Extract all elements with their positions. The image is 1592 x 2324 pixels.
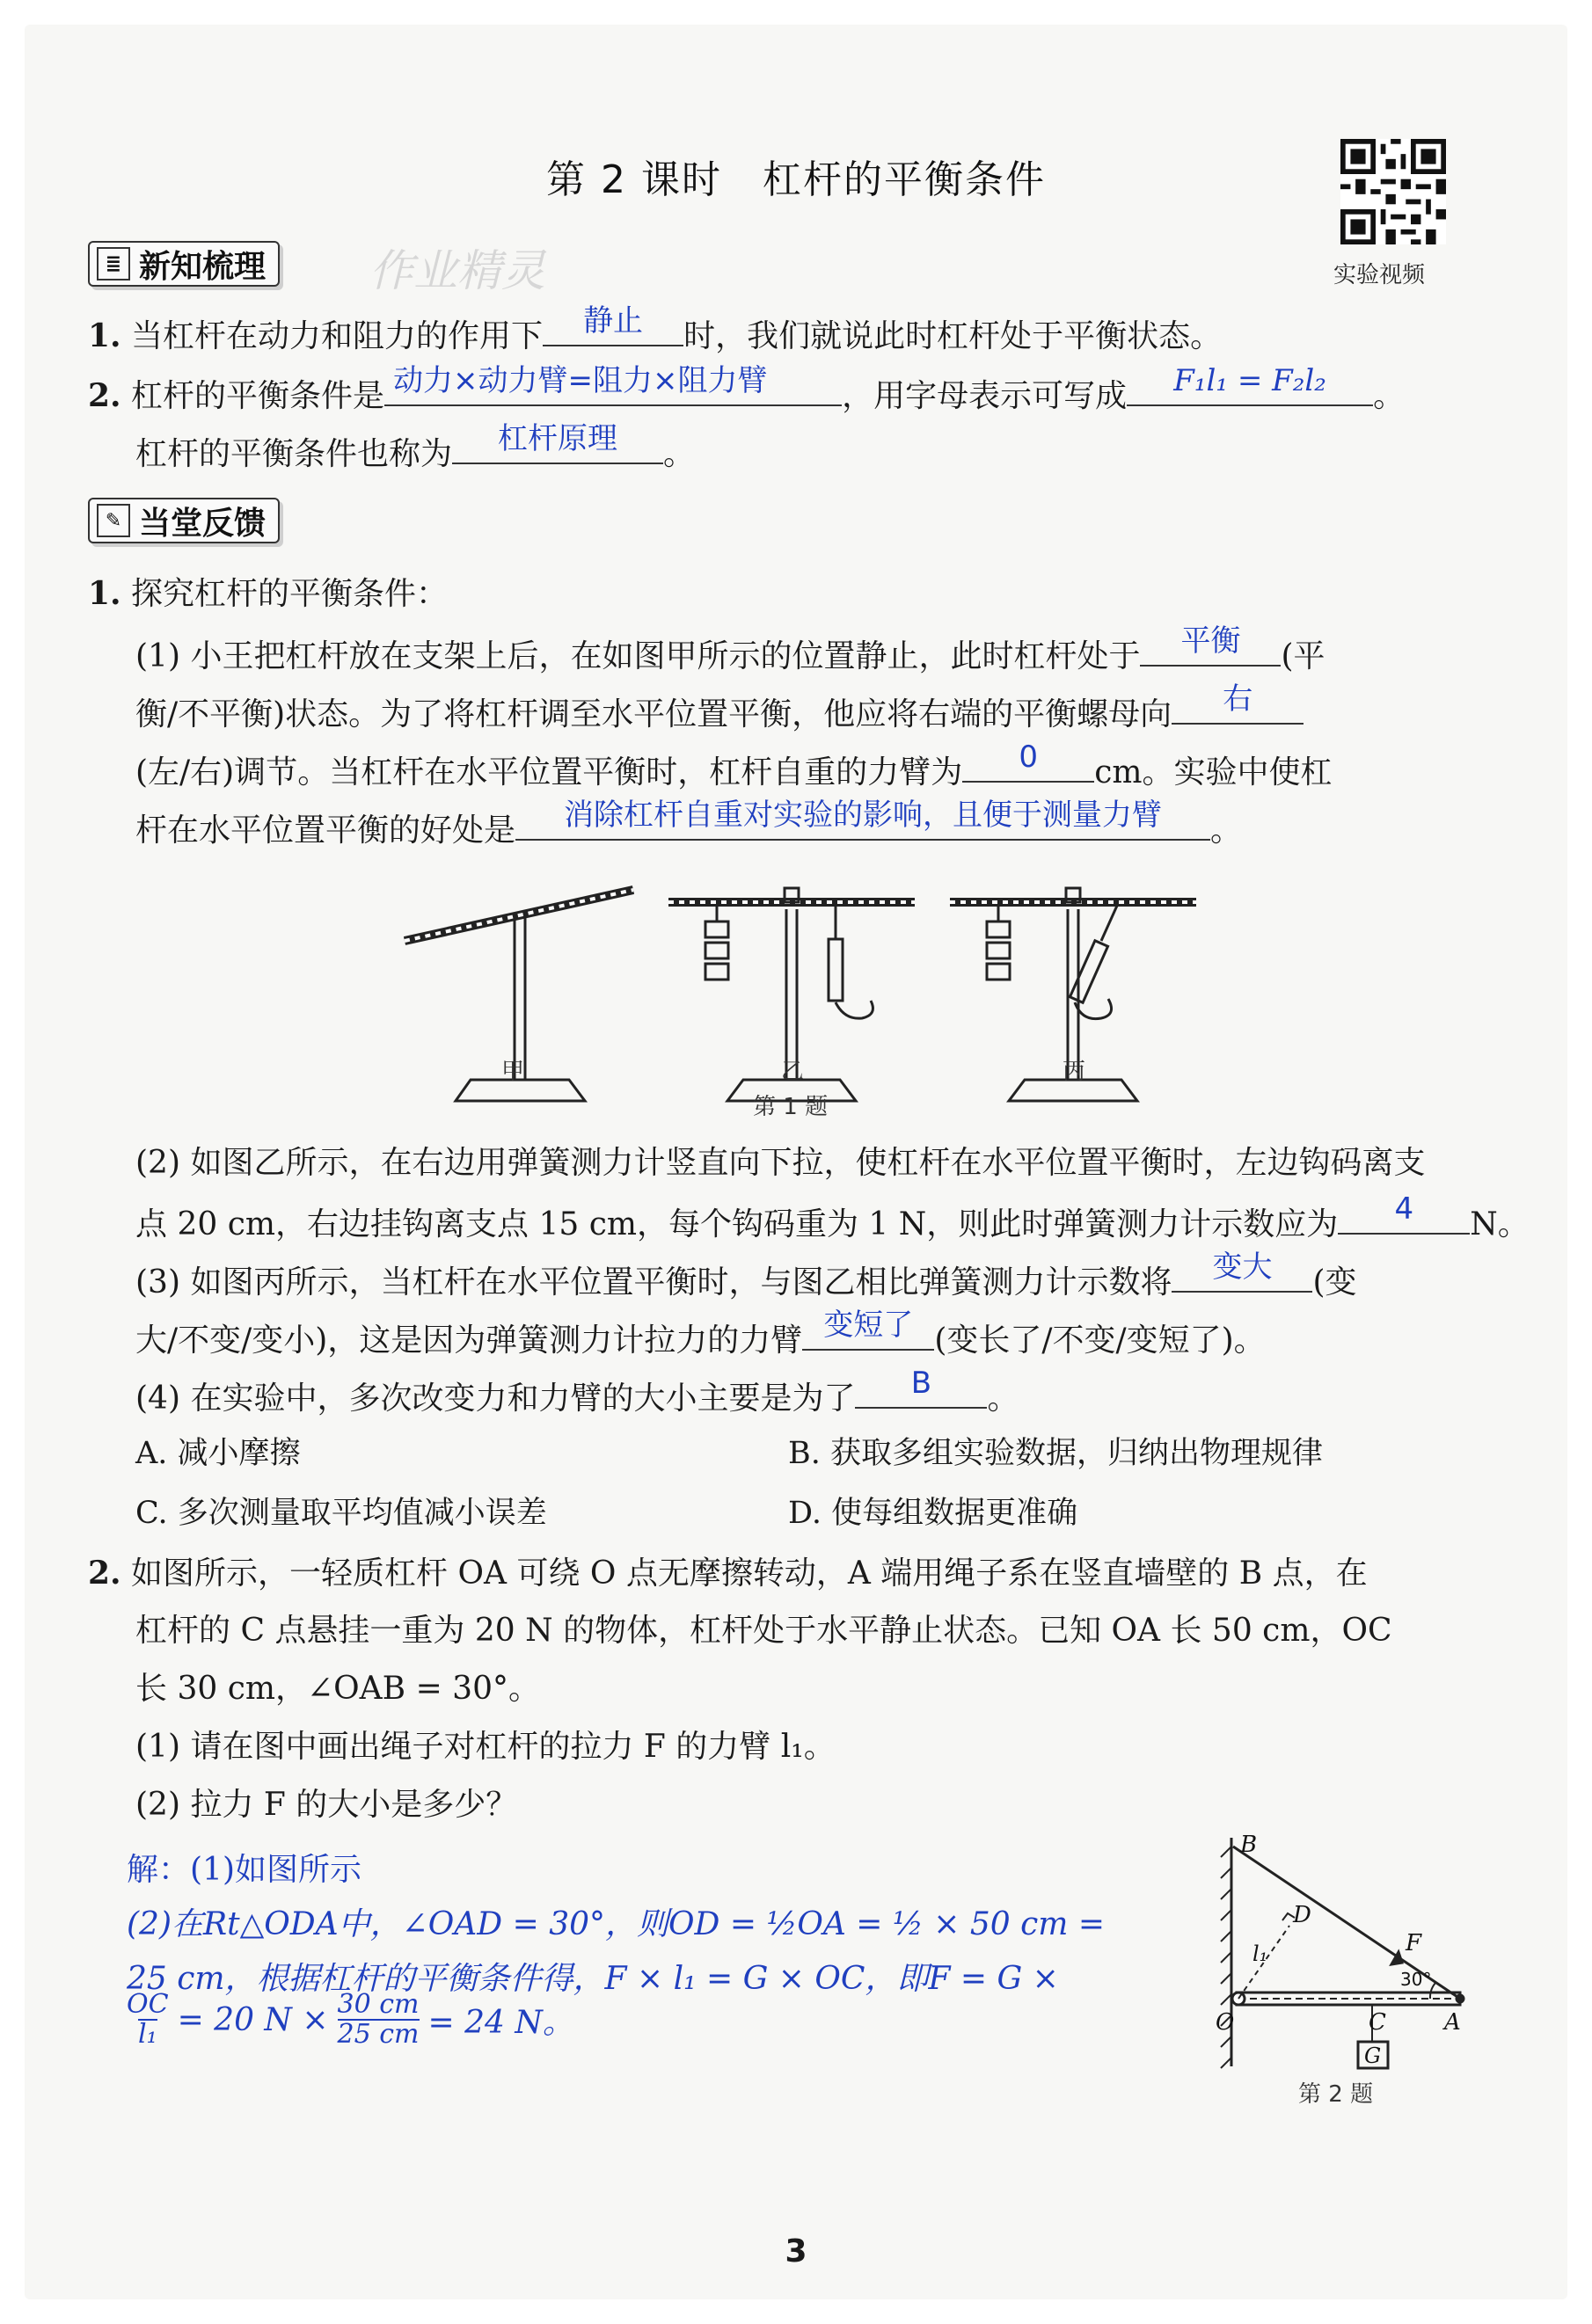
q1-part4: (4) 在实验中，多次改变力和力臂的大小主要是为了 B 。 — [135, 1366, 1019, 1417]
pencil-icon: ✎ — [97, 504, 130, 537]
answer-blank[interactable]: 4 — [1338, 1201, 1470, 1235]
answer-blank[interactable]: 动力×动力臂=阻力×阻力臂 — [384, 373, 842, 406]
q1-part3-line2: 大/不变/变小)，这是因为弹簧测力计拉力的力臂 变短了 (变长了/不变/变短了)。 — [135, 1308, 1266, 1359]
figure-label-jia: 甲 — [501, 1059, 525, 1085]
q1-part1-line1: (1) 小王把杠杆放在支架上后，在如图甲所示的位置静止，此时杠杆处于 平衡 (平 — [135, 623, 1325, 674]
answer-blank[interactable]: 消除杠杆自重对实验的影响，且便于测量力臂 — [515, 807, 1210, 841]
qr-code-icon[interactable] — [1340, 139, 1446, 244]
answer-blank[interactable]: 变大 — [1172, 1259, 1312, 1293]
answer-blank[interactable]: 变短了 — [802, 1317, 934, 1351]
fraction-numerator: 30 cm — [337, 1989, 420, 2020]
q2-line2: 杠杆的 C 点悬挂一重为 20 N 的物体，杠杆处于水平静止状态。已知 OA 长 50 cm，OC — [135, 1613, 1392, 1649]
q2-part2: (2) 拉力 F 的大小是多少？ — [135, 1787, 518, 1823]
solution-line1: 解：(1)如图所示 — [127, 1852, 361, 1888]
figure-2-lever-wall — [1205, 1829, 1486, 2110]
weight-label-g: G — [1364, 2044, 1382, 2068]
figure-label-yi: 乙 — [781, 1059, 805, 1085]
q1-part1-line2: 衡/不平衡)状态。为了将杠杆调至水平位置平衡，他应将右端的平衡螺母向 右 — [135, 691, 1304, 733]
answer-blank[interactable]: 静止 — [543, 313, 683, 346]
q1-part1-line3: (左/右)调节。当杠杆在水平位置平衡时，杠杆自重的力臂为 0 cm。实验中使杠 — [135, 739, 1333, 790]
solution-line2: (2)在Rt△ODA中，∠OAD = 30°，则OD = ½OA = ½ × 50 cm = — [127, 1906, 1106, 1942]
book-icon: ≣ — [97, 247, 130, 280]
page-title: 第 2 课时 杠杆的平衡条件 — [546, 157, 1046, 202]
option-d[interactable]: D. 使每组数据更准确 — [788, 1496, 1078, 1531]
knowledge-item-2-line2: 杠杆的平衡条件也称为 杠杆原理 。 — [135, 421, 696, 472]
q1-part3-line1: (3) 如图丙所示，当杠杆在水平位置平衡时，与图乙相比弹簧测力计示数将 变大 (变 — [135, 1249, 1357, 1300]
point-label-a: A — [1444, 2009, 1461, 2036]
option-c[interactable]: C. 多次测量取平均值减小误差 — [135, 1496, 547, 1531]
angle-label: 30° — [1400, 1969, 1432, 1990]
q1-part2-line1: (2) 如图乙所示，在右边用弹簧测力计竖直向下拉，使杠杆在水平位置平衡时，左边钩码离支 — [135, 1145, 1426, 1181]
section-header-new-knowledge: ≣ 新知梳理 — [88, 241, 280, 287]
answer-blank[interactable]: B — [855, 1375, 987, 1409]
question-1-stem: 1. 探究杠杆的平衡条件： — [88, 575, 449, 612]
answer-blank[interactable]: 杠杆原理 — [452, 431, 663, 464]
watermark: 作业精灵 — [369, 245, 545, 296]
point-label-c: C — [1369, 2009, 1386, 2036]
knowledge-item-1: 1. 当杠杆在动力和阻力的作用下 静止 时，我们就说此时杠杆处于平衡状态。 — [88, 303, 1223, 354]
solution-end: = 24 N。 — [427, 2004, 574, 2041]
figure-label-bing: 丙 — [1063, 1059, 1086, 1085]
solution-mid: = 20 N × — [177, 2001, 329, 2038]
answer-blank[interactable]: 0 — [962, 749, 1094, 783]
fraction-denominator: l₁ — [137, 2019, 157, 2050]
arm-label-l1: l₁ — [1252, 1942, 1268, 1966]
solution-line4 — [127, 1991, 574, 2049]
knowledge-item-2: 2. 杠杆的平衡条件是 动力×动力臂=阻力×阻力臂 ，用字母表示可写成 F₁l₁ = F₂l₂ 。 — [88, 363, 1406, 414]
section-header-feedback: ✎ 当堂反馈 — [88, 498, 280, 543]
q1-part2-line2: 点 20 cm，右边挂钩离支点 15 cm，每个钩码重为 1 N，则此时弹簧测力计示数应为 4 N。 — [135, 1191, 1530, 1242]
point-label-d: D — [1293, 1902, 1311, 1928]
answer-blank[interactable]: 平衡 — [1140, 633, 1281, 667]
fraction-numerator: OC — [127, 1989, 169, 2020]
solution-line3: 25 cm，根据杠杆的平衡条件得，F × l₁ = G × OC，即F = G × — [127, 1961, 1059, 1997]
page-number: 3 — [785, 2233, 807, 2269]
figure-2-caption: 第 2 题 — [1298, 2081, 1374, 2108]
option-b[interactable]: B. 获取多组实验数据，归纳出物理规律 — [788, 1436, 1323, 1471]
q2-part1: (1) 请在图中画出绳子对杠杆的拉力 F 的力臂 l₁。 — [135, 1729, 836, 1765]
force-label-f: F — [1406, 1930, 1422, 1956]
qr-label: 实验视频 — [1333, 262, 1426, 288]
q1-part1-line4: 杆在水平位置平衡的好处是 消除杠杆自重对实验的影响，且便于测量力臂 。 — [135, 798, 1243, 849]
q2-line3: 长 30 cm，∠OAB = 30°。 — [135, 1671, 540, 1707]
q2-line1: 2. 如图所示，一轻质杠杆 OA 可绕 O 点无摩擦转动，A 端用绳子系在竖直墙壁的 B 点，在 — [88, 1555, 1368, 1592]
option-a[interactable]: A. 减小摩擦 — [135, 1436, 301, 1471]
answer-blank[interactable]: 右 — [1172, 691, 1304, 725]
fraction-denominator: 25 cm — [337, 2019, 420, 2050]
answer-blank[interactable]: F₁l₁ = F₂l₂ — [1127, 373, 1373, 406]
point-label-o: O — [1216, 2009, 1235, 2036]
figure-1-caption: 第 1 题 — [753, 1094, 829, 1120]
point-label-b: B — [1240, 1832, 1258, 1858]
